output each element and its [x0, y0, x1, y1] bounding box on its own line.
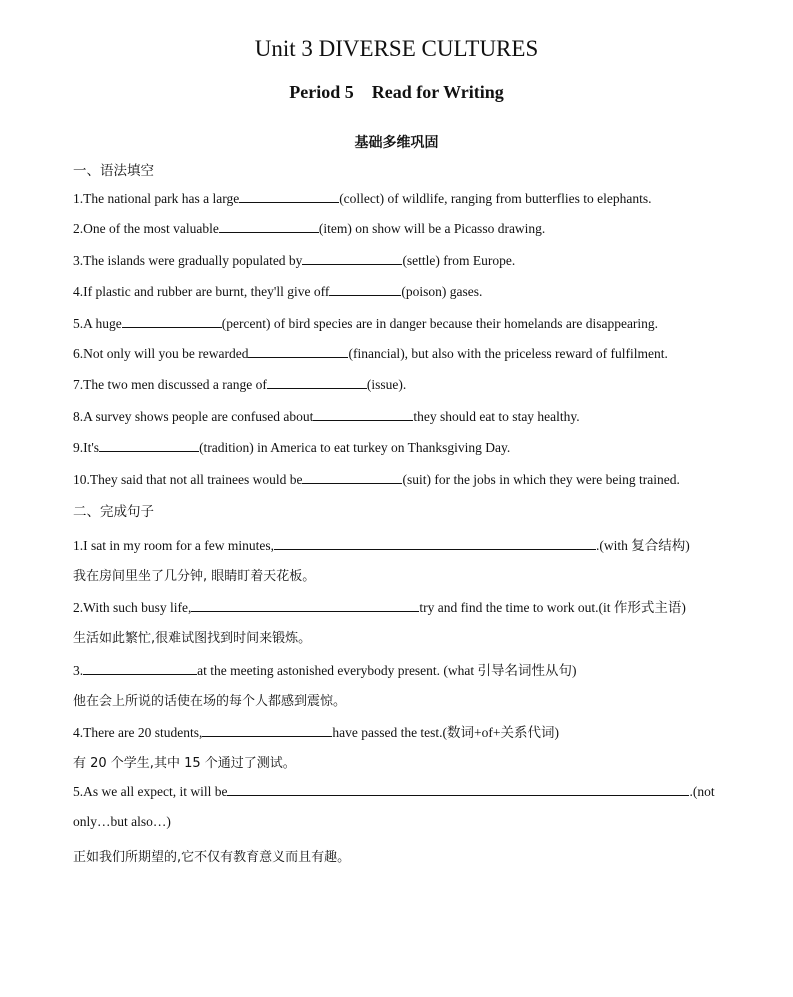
part1-item-3 [73, 252, 515, 269]
answer-blank[interactable] [99, 439, 199, 452]
item-hint: (percent) of bird species are in danger because their homelands are disappearing. [221, 316, 659, 331]
part1-item-10 [73, 471, 680, 488]
answer-blank[interactable] [267, 376, 367, 389]
answer-blank[interactable] [122, 315, 222, 328]
item-text: 1.The national park has a large [73, 191, 240, 206]
answer-blank[interactable] [83, 662, 197, 675]
part2-heading: 二、完成句子 [73, 504, 154, 520]
item-hint: (financial), but also with the priceless reward of fulfilment. [348, 346, 668, 361]
answer-blank[interactable] [227, 783, 689, 796]
answer-blank[interactable] [219, 220, 319, 233]
item-hint: (item) on show will be a Picasso drawing. [318, 221, 546, 236]
section-heading: 基础多维巩固 [354, 135, 439, 151]
item-text: 1.I sat in my room for a few minutes, [73, 538, 274, 553]
item-text: 7.The two men discussed a range of [73, 377, 267, 392]
item-text: 6.Not only will you be rewarded [73, 346, 249, 361]
answer-blank[interactable] [302, 252, 402, 265]
item-text: 9.It's [73, 440, 100, 455]
answer-blank[interactable] [329, 283, 401, 296]
item-text: 5.A huge [73, 316, 122, 331]
page-title: Unit 3 DIVERSE CULTURES [254, 36, 539, 61]
part2-item-1-translation: 我在房间里坐了几分钟, 眼睛盯着天花板。 [73, 569, 316, 584]
part2-item-4 [73, 721, 559, 741]
part2-item-5-translation: 正如我们所期望的,它不仅有教育意义而且有趣。 [73, 850, 351, 865]
item-text: 4.If plastic and rubber are burnt, they'll give off [73, 284, 330, 299]
part1-item-5 [73, 315, 658, 332]
item-text: 2.One of the most valuable [73, 221, 219, 236]
item-text: 2.With such busy life, [73, 600, 192, 615]
page-subtitle: Period 5 Read for Writing [289, 82, 504, 102]
part1-item-6 [73, 345, 668, 362]
answer-blank[interactable] [202, 724, 332, 737]
item-text: 5.As we all expect, it will be [73, 784, 228, 799]
item-hint: (poison) gases. [401, 284, 483, 299]
part1-item-9 [73, 439, 510, 456]
part1-item-8 [73, 408, 580, 425]
item-hint: .(not [689, 784, 715, 799]
answer-blank[interactable] [248, 345, 348, 358]
item-text: 8.A survey shows people are confused about [73, 409, 314, 424]
part2-item-1 [73, 534, 690, 554]
part2-item-2 [73, 596, 686, 616]
item-hint: (suit) for the jobs in which they were being trained. [402, 472, 680, 487]
item-text: 3.The islands were gradually populated by [73, 253, 303, 268]
item-hint: at the meeting astonished everybody present. (what 引导名词性从句) [197, 663, 577, 678]
item-text: 10.They said that not all trainees would be [73, 472, 303, 487]
item-hint: try and find the time to work out.(it 作形式主语) [419, 600, 686, 615]
item-hint: have passed the test.(数词+of+关系代词) [332, 725, 560, 740]
item-hint: (tradition) in America to eat turkey on Thanksgiving Day. [199, 440, 511, 455]
part2-item-4-translation: 有 20 个学生,其中 15 个通过了测试。 [73, 756, 296, 771]
answer-blank[interactable] [302, 471, 402, 484]
item-hint: (issue). [366, 377, 407, 392]
item-hint: they should eat to stay healthy. [413, 409, 580, 424]
part2-item-3-translation: 他在会上所说的话使在场的每个人都感到震惊。 [73, 694, 347, 709]
part2-item-2-translation: 生活如此繁忙,很难试图找到时间来锻炼。 [73, 631, 312, 646]
item-text: 4.There are 20 students, [73, 725, 203, 740]
item-text: 3. [73, 663, 84, 678]
part2-item-5 [73, 783, 715, 800]
part2-item-5-continuation: only…but also…) [73, 814, 171, 829]
part1-item-2 [73, 220, 545, 237]
part1-item-7 [73, 376, 406, 393]
part1-item-1 [73, 190, 651, 207]
answer-blank[interactable] [191, 599, 419, 612]
part2-item-3 [73, 659, 577, 679]
item-hint: .(with 复合结构) [595, 538, 690, 553]
part1-item-4 [73, 283, 482, 300]
answer-blank[interactable] [313, 408, 413, 421]
item-hint: (settle) from Europe. [402, 253, 516, 268]
item-hint: (collect) of wildlife, ranging from butterflies to elephants. [339, 191, 652, 206]
answer-blank[interactable] [274, 537, 596, 550]
part1-heading: 一、语法填空 [73, 163, 154, 179]
answer-blank[interactable] [239, 190, 339, 203]
